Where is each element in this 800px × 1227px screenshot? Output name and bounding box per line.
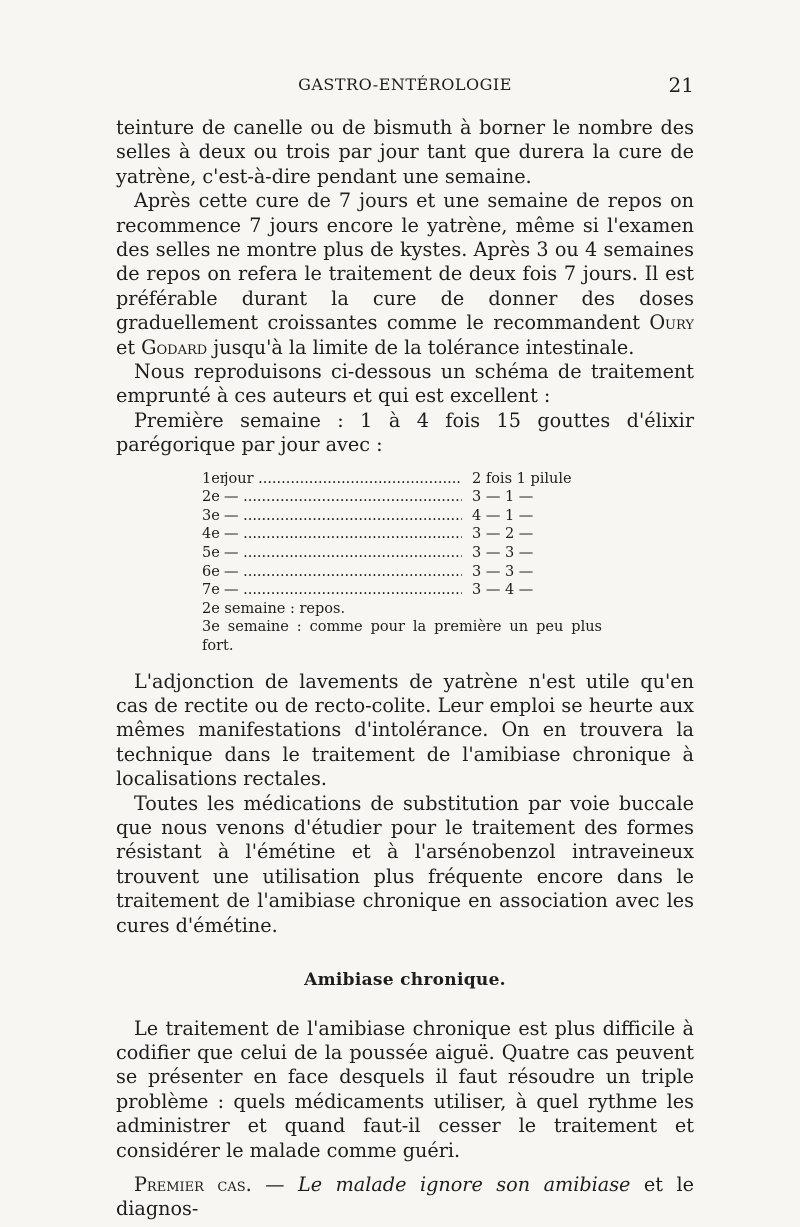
- schedule-row: [202, 507, 602, 526]
- text-body: [116, 116, 694, 1222]
- schedule-day: 5e: [202, 545, 220, 562]
- schedule-doses: 3 — 3 —: [472, 545, 534, 562]
- paragraph: Le traitement de l'amibiase chronique est plus difficile à codifier que celui de la poussée aiguë. Quatre cas peuvent se présenter en face desquels il faut résoudre un triple problème : quels médicaments utiliser, à quel rythme les administrer et quand faut-il cesser le traitement et considérer le malade comme guéri.: [116, 1016, 694, 1162]
- paragraph: [116, 189, 694, 360]
- schedule-doses: 3 — 1 —: [472, 489, 534, 506]
- schedule-row: [202, 488, 602, 507]
- paragraph: Nous reproduisons ci-dessous un schéma de traitement emprunté à ces auteurs et qui est excellent :: [116, 360, 694, 408]
- schedule-doses: 4 — 1 —: [472, 507, 534, 524]
- author-name: Oury: [649, 311, 694, 335]
- schedule-day: 3e: [202, 507, 220, 524]
- case-label: Premier cas.: [134, 1172, 252, 1196]
- case-title: Le malade ignore son amibiase: [297, 1172, 631, 1196]
- paragraph: teinture de canelle ou de bismuth à borner le nombre des selles à deux ou trois par jour tant que durera la cure de yatrène, c'est-à-dire pendant une semaine.: [116, 116, 694, 188]
- schedule-doses: 3 — 3 —: [472, 563, 534, 580]
- schedule-row: [202, 470, 602, 489]
- page-number: 21: [668, 73, 694, 97]
- schedule-day: 4e: [202, 526, 220, 543]
- running-title: GASTRO-ENTÉROLOGIE: [298, 75, 512, 94]
- text-run: et: [116, 335, 142, 359]
- section-heading: Amibiase chronique.: [304, 970, 506, 991]
- schedule-label: — .....: [224, 563, 462, 582]
- schedule-doses: 3 — 4 —: [472, 582, 534, 599]
- schedule-label: — .....: [224, 544, 462, 563]
- schedule-row: [202, 544, 602, 563]
- schedule-day: 6e: [202, 563, 220, 580]
- schedule-label: — .....: [224, 581, 462, 600]
- author-name: Godard: [141, 335, 208, 359]
- schedule-doses: 3 — 2 —: [472, 526, 534, 543]
- running-header: [116, 75, 694, 101]
- paragraph: [116, 1173, 694, 1222]
- dosage-schedule: [202, 470, 602, 656]
- schedule-row: [202, 563, 602, 582]
- schedule-note: 3e semaine : comme pour la première un peu plus fort.: [202, 619, 602, 655]
- paragraph: L'adjonction de lavements de yatrène n'est utile qu'en cas de rectite ou de recto-colite. Leur emploi se heurte aux mêmes manifestations d'intolérance. On en trouvera la technique dans le traitement de l'amibiase chronique à localisations rectales.: [116, 669, 694, 791]
- schedule-day: 7e: [202, 582, 220, 599]
- text-run: —: [251, 1172, 298, 1196]
- paragraph: Première semaine : 1 à 4 fois 15 gouttes d'élixir parégorique par jour avec :: [116, 408, 694, 457]
- schedule-label: — .....: [224, 488, 462, 507]
- schedule-row: [202, 525, 602, 544]
- after-table-text: [116, 670, 694, 938]
- schedule-note: 2e semaine : repos.: [202, 600, 346, 617]
- text-run: Après cette cure de 7 jours et une semaine de repos on recommence 7 jours encore le yatrène, même si l'examen des selles ne montre plus de kystes. Après 3 ou 4 semaines de repos on refera le traitement de deux fois 7 jours. Il est préférable durant la cure de donner des doses graduellement croissantes comme le recommandent: [116, 189, 694, 335]
- schedule-label: — .....: [224, 525, 462, 544]
- schedule-doses: 2 fois 1 pilule: [472, 470, 572, 487]
- text-run: et le diagnos-: [116, 1172, 694, 1221]
- text-run: jusqu'à la limite de la tolérance intestinale.: [207, 335, 635, 359]
- schedule-label: — .....: [224, 507, 462, 526]
- paragraph: Toutes les médications de substitution par voie buccale que nous venons d'étudier pour le traitement des formes résistant à l'émétine et à l'arsénobenzol intraveineux trouvent une utilisation plus fréquente encore dans le traitement de l'amibiase chronique en association avec les cures d'émétine.: [116, 791, 694, 937]
- schedule-row: [202, 581, 602, 600]
- schedule-label: jour .....: [224, 470, 462, 489]
- schedule-day: 2e: [202, 489, 220, 506]
- schedule-day: 1er: [202, 470, 227, 487]
